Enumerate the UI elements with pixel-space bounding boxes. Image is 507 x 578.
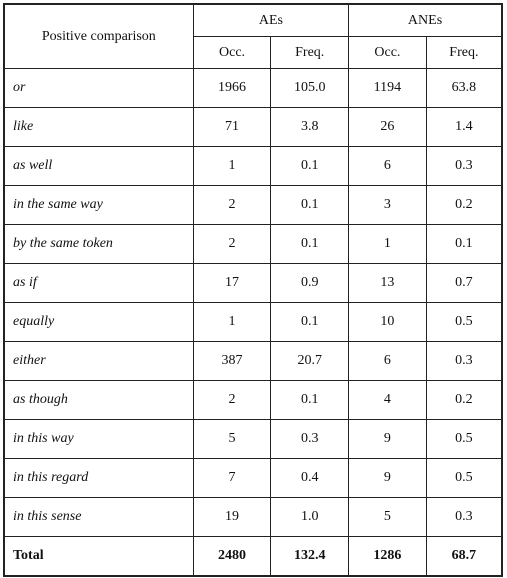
- anes-occ-cell: 3: [349, 186, 427, 225]
- anes-freq-cell: 0.2: [426, 186, 502, 225]
- anes-freq-cell: 0.3: [426, 342, 502, 381]
- aes-occ-cell: 1966: [193, 69, 271, 108]
- row-label: like: [4, 108, 193, 147]
- row-label: either: [4, 342, 193, 381]
- anes-occ-cell: 10: [349, 303, 427, 342]
- row-label: equally: [4, 303, 193, 342]
- anes-freq-cell: 0.1: [426, 225, 502, 264]
- total-aes-occ: 2480: [193, 537, 271, 577]
- table-row: [4, 381, 502, 420]
- aes-freq-cell: 0.1: [271, 225, 349, 264]
- anes-occ-cell: 5: [349, 498, 427, 537]
- anes-freq-cell: 0.5: [426, 303, 502, 342]
- aes-occ-cell: 1: [193, 147, 271, 186]
- table-row: [4, 69, 502, 108]
- aes-occ-cell: 5: [193, 420, 271, 459]
- aes-occ-cell: 19: [193, 498, 271, 537]
- aes-freq-cell: 105.0: [271, 69, 349, 108]
- header-row-groups: [4, 4, 502, 37]
- total-row: [4, 537, 502, 577]
- aes-occ-cell: 2: [193, 225, 271, 264]
- total-label: Total: [4, 537, 193, 577]
- aes-freq-cell: 1.0: [271, 498, 349, 537]
- table-row: [4, 186, 502, 225]
- aes-freq-cell: 0.1: [271, 303, 349, 342]
- total-aes-freq: 132.4: [271, 537, 349, 577]
- aes-occ-cell: 7: [193, 459, 271, 498]
- aes-occ-cell: 71: [193, 108, 271, 147]
- positive-comparison-table: [3, 3, 503, 577]
- row-label: or: [4, 69, 193, 108]
- row-label: by the same token: [4, 225, 193, 264]
- aes-freq-cell: 0.4: [271, 459, 349, 498]
- total-anes-occ: 1286: [349, 537, 427, 577]
- table-row: [4, 147, 502, 186]
- header-anes-occ: Occ.: [349, 37, 427, 69]
- table-row: [4, 264, 502, 303]
- header-positive-comparison: Positive comparison: [4, 4, 193, 69]
- table-row: [4, 303, 502, 342]
- table-row: [4, 498, 502, 537]
- row-label: in this sense: [4, 498, 193, 537]
- anes-freq-cell: 0.5: [426, 420, 502, 459]
- anes-occ-cell: 9: [349, 459, 427, 498]
- anes-freq-cell: 63.8: [426, 69, 502, 108]
- header-anes-freq: Freq.: [426, 37, 502, 69]
- aes-freq-cell: 0.3: [271, 420, 349, 459]
- comparison-table-container: [3, 3, 503, 577]
- aes-freq-cell: 3.8: [271, 108, 349, 147]
- aes-freq-cell: 20.7: [271, 342, 349, 381]
- anes-occ-cell: 13: [349, 264, 427, 303]
- anes-occ-cell: 9: [349, 420, 427, 459]
- aes-occ-cell: 17: [193, 264, 271, 303]
- row-label: as if: [4, 264, 193, 303]
- anes-freq-cell: 0.2: [426, 381, 502, 420]
- header-aes-occ: Occ.: [193, 37, 271, 69]
- anes-occ-cell: 1: [349, 225, 427, 264]
- row-label: in this regard: [4, 459, 193, 498]
- anes-occ-cell: 6: [349, 147, 427, 186]
- aes-freq-cell: 0.9: [271, 264, 349, 303]
- aes-freq-cell: 0.1: [271, 381, 349, 420]
- anes-occ-cell: 1194: [349, 69, 427, 108]
- row-label: as though: [4, 381, 193, 420]
- anes-freq-cell: 0.5: [426, 459, 502, 498]
- table-row: [4, 225, 502, 264]
- aes-freq-cell: 0.1: [271, 147, 349, 186]
- header-group-aes: AEs: [193, 4, 348, 37]
- anes-occ-cell: 6: [349, 342, 427, 381]
- table-row: [4, 108, 502, 147]
- total-anes-freq: 68.7: [426, 537, 502, 577]
- anes-occ-cell: 4: [349, 381, 427, 420]
- row-label: in this way: [4, 420, 193, 459]
- anes-freq-cell: 0.3: [426, 498, 502, 537]
- anes-freq-cell: 1.4: [426, 108, 502, 147]
- anes-occ-cell: 26: [349, 108, 427, 147]
- table-body: [4, 69, 502, 577]
- row-label: as well: [4, 147, 193, 186]
- aes-freq-cell: 0.1: [271, 186, 349, 225]
- aes-occ-cell: 1: [193, 303, 271, 342]
- aes-occ-cell: 2: [193, 381, 271, 420]
- table-row: [4, 459, 502, 498]
- anes-freq-cell: 0.7: [426, 264, 502, 303]
- table-row: [4, 342, 502, 381]
- aes-occ-cell: 387: [193, 342, 271, 381]
- header-group-anes: ANEs: [349, 4, 502, 37]
- aes-occ-cell: 2: [193, 186, 271, 225]
- anes-freq-cell: 0.3: [426, 147, 502, 186]
- header-aes-freq: Freq.: [271, 37, 349, 69]
- row-label: in the same way: [4, 186, 193, 225]
- table-row: [4, 420, 502, 459]
